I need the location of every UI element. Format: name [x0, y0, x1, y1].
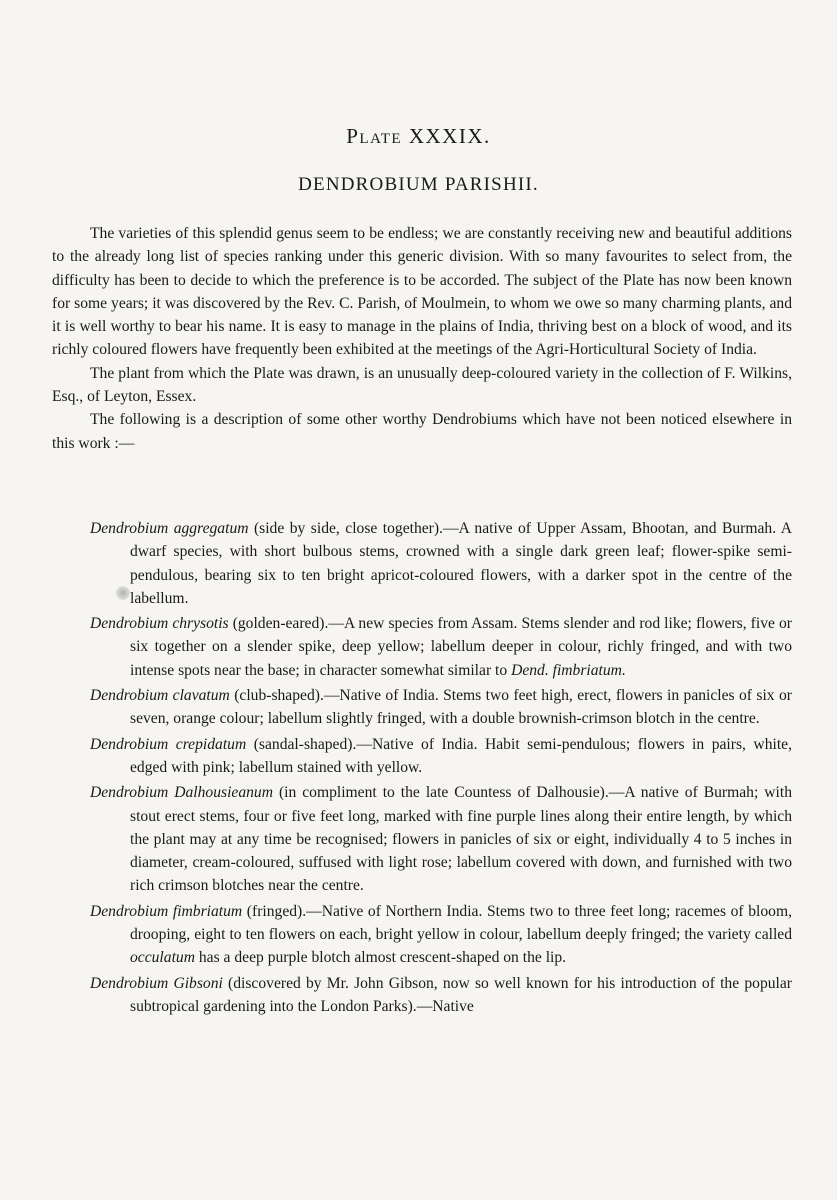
- intro-paragraph: The following is a description of some other worthy Dendrobiums which have not been noticed elsewhere in this work :—: [52, 411, 792, 452]
- species-name: Dendrobium chrysotis: [90, 615, 229, 633]
- plate-label: Plate: [346, 124, 403, 148]
- description-text: (fringed).—Native of Northern India. Stems two to three feet long; racemes of bloom, drooping, eight to ten flowers on each, bright yellow in colour, labellum deeply fringed; the variety called: [130, 902, 792, 944]
- species-entry: [90, 900, 792, 970]
- description-text: has a deep purple blotch almost crescent-shaped on the lip.: [194, 949, 567, 967]
- species-entry: [90, 781, 792, 897]
- intro-paragraph: The plant from which the Plate was drawn, is an unusually deep-coloured variety in the collection of F. Wilkins, Esq., of Leyton, Essex.: [52, 364, 792, 406]
- description-text: (in compliment to the late Countess of Dalhousie).—A native of Burmah; with stout erect stems, four or five feet long, marked with fine purple lines along their entire length, by which the plant may at any time be recognised; flowers in panicles of six or eight, individually 4 to 5 inches in diameter, cream-coloured, suffused with light rose; labellum covered with down, and furnished with two rich crimson blotches near the centre.: [130, 784, 792, 895]
- species-description: [130, 975, 792, 1015]
- species-name: Dendrobium Dalhousieanum: [90, 784, 273, 802]
- description-italic: Dend. fimbriatum.: [511, 661, 626, 679]
- description-text: (sandal-shaped).—Native of India. Habit semi-pendulous; flowers in pairs, white, edged with pink; labellum stained with yellow.: [130, 735, 792, 776]
- species-name: Dendrobium fimbriatum: [90, 902, 243, 920]
- species-entry: [90, 517, 792, 610]
- plate-heading: [0, 124, 837, 149]
- species-entry: [90, 733, 792, 780]
- species-name: Dendrobium Gibsoni: [90, 974, 223, 992]
- intro-paragraph: The varieties of this splendid genus seem to be endless; we are constantly receiving new and beautiful additions to the already long list of species ranking under this generic division. With so many favourites to select from, the difficulty has been to decide to which the preference is to be accorded. The subject of the Plate has now been known for some years; it was discovered by the Rev. C. Parish, of Moulmein, to whom we owe so many charming plants, and it is well worthy to bear his name. It is easy to manage in the plains of India, thriving best on a block of wood, and its richly coloured flowers have frequently been exhibited at the meetings of the Agri-Horticultural Society of India.: [52, 225, 792, 359]
- description-italic: occulatum: [130, 949, 195, 967]
- plate-number: XXXIX.: [408, 124, 491, 148]
- intro-text: [52, 222, 792, 455]
- species-list: [90, 517, 792, 1020]
- species-entry: [90, 684, 792, 731]
- species-entry: [90, 972, 792, 1019]
- description-text: (side by side, close together).—A native of Upper Assam, Bhootan, and Burmah. A dwarf species, with short bulbous stems, crowned with a single dark green leaf; flower-spike semi-pendulous, bearing six to ten bright apricot-coloured flowers, with a darker spot in the centre of the labellum.: [130, 520, 792, 607]
- species-title: DENDROBIUM PARISHII.: [298, 174, 539, 195]
- species-name: Dendrobium clavatum: [90, 687, 230, 705]
- species-name: Dendrobium crepidatum: [90, 735, 247, 753]
- species-name: Dendrobium aggregatum: [90, 520, 249, 537]
- species-description: [130, 687, 792, 727]
- description-text: (golden-eared).—A new species from Assam. Stems slender and rod like; flowers, five or six together on a slender spike, deep yellow; labellum deeper in colour, richly fringed, and with two intense spots near the base; in character somewhat similar to: [130, 615, 792, 679]
- description-text: (club-shaped).—Native of India. Stems two feet high, erect, flowers in panicles of six or seven, orange colour; labellum slightly fringed, with a double brownish-crimson blotch in the centre.: [130, 687, 792, 728]
- species-description: [130, 615, 792, 679]
- species-entry: [90, 612, 792, 682]
- description-text: (discovered by Mr. John Gibson, now so well known for his introduction of the popular subtropical gardening into the London Parks).—Native: [130, 974, 792, 1015]
